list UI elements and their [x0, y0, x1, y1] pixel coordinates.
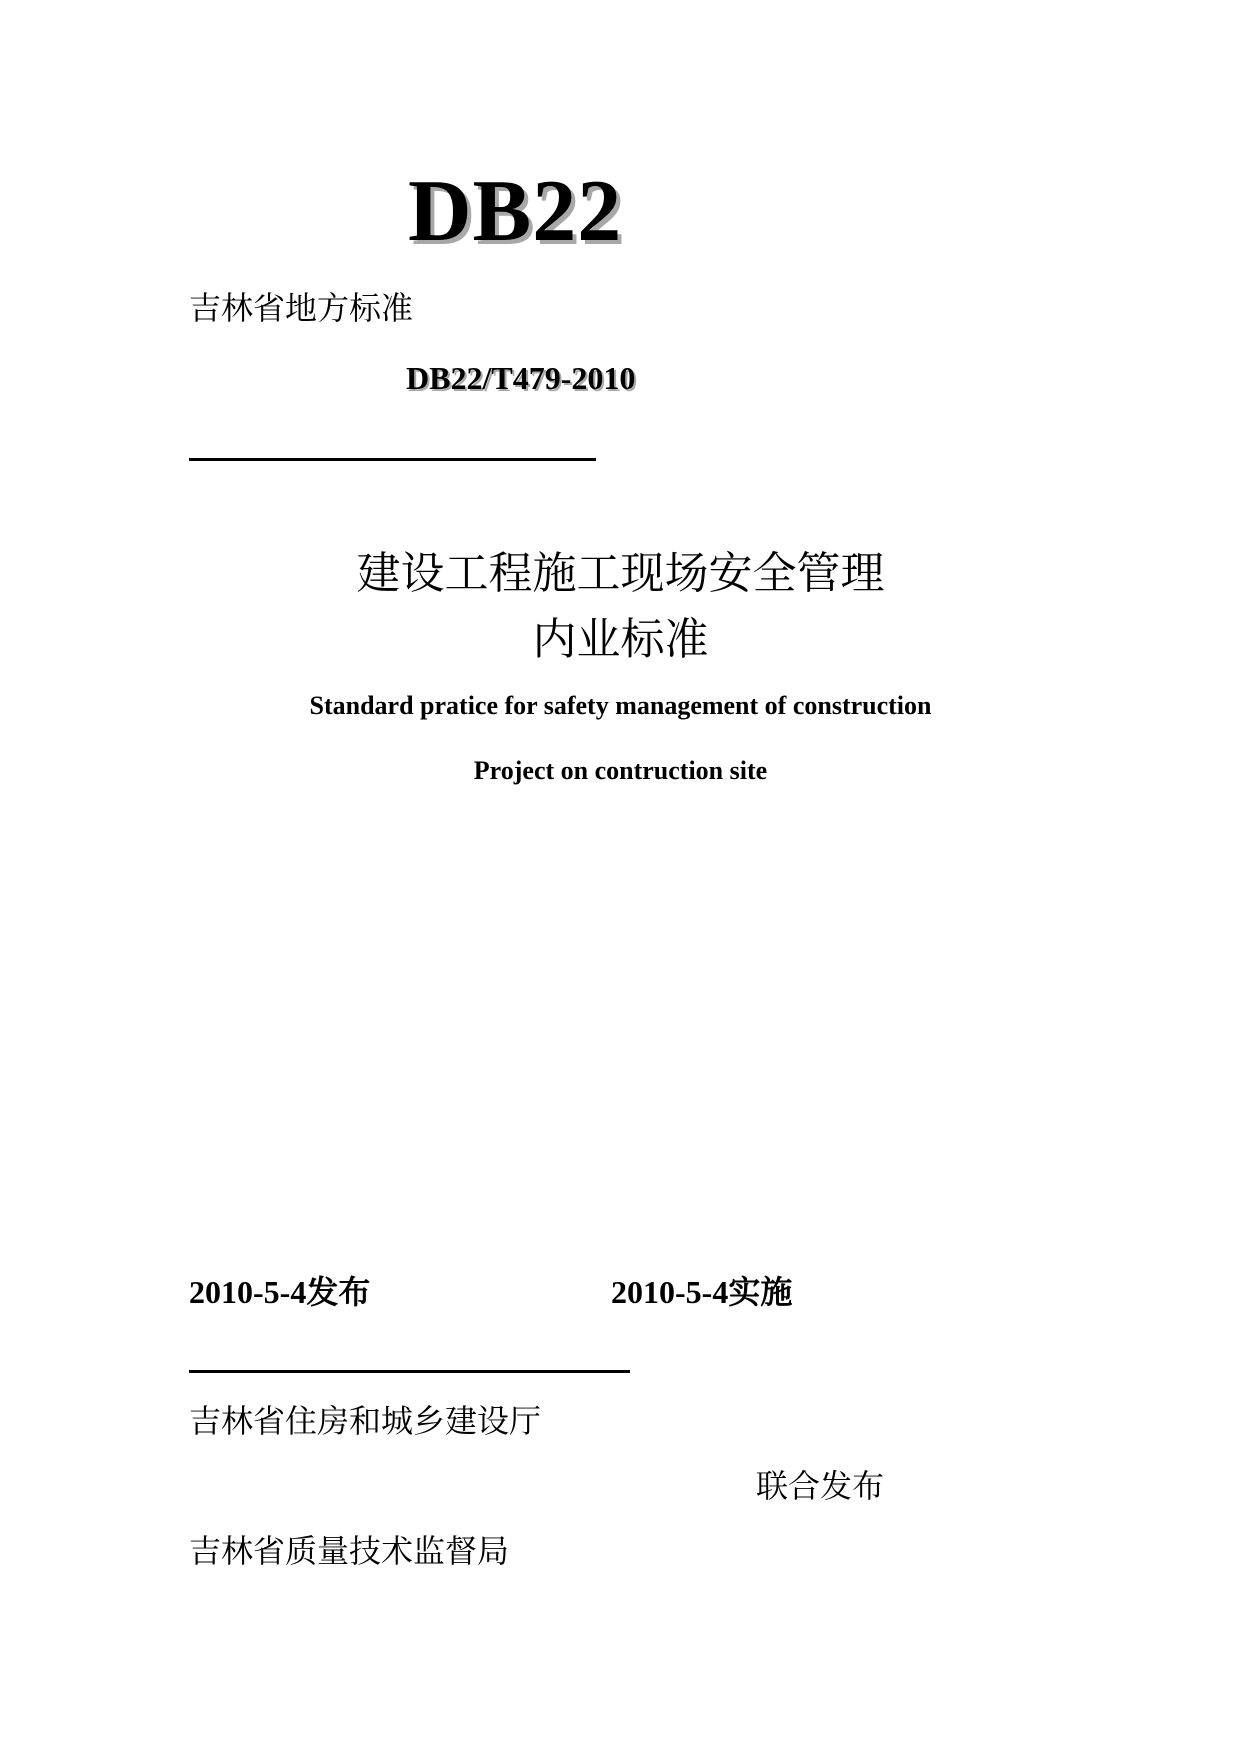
standard-code-heading: DB22: [408, 163, 623, 260]
standard-number: DB22/T479-2010: [406, 360, 636, 396]
issue-date: 2010-5-4发布: [189, 1274, 371, 1310]
joint-issue-label: 联合发布: [756, 1467, 885, 1505]
standard-category: 吉林省地方标准: [189, 289, 414, 327]
title-cn-line1: 建设工程施工现场安全管理: [356, 548, 885, 599]
implementation-date: 2010-5-4实施: [611, 1274, 793, 1310]
title-en-line1: Standard pratice for safety management of construction: [309, 691, 932, 720]
issuer-quality-bureau: 吉林省质量技术监督局: [189, 1532, 510, 1570]
title-cn-line2: 内业标准: [532, 614, 709, 665]
bottom-divider: [189, 1370, 630, 1373]
title-en-line2: Project on contruction site: [473, 756, 768, 785]
top-divider: [189, 458, 596, 461]
issuer-housing-department: 吉林省住房和城乡建设厅: [189, 1402, 542, 1440]
